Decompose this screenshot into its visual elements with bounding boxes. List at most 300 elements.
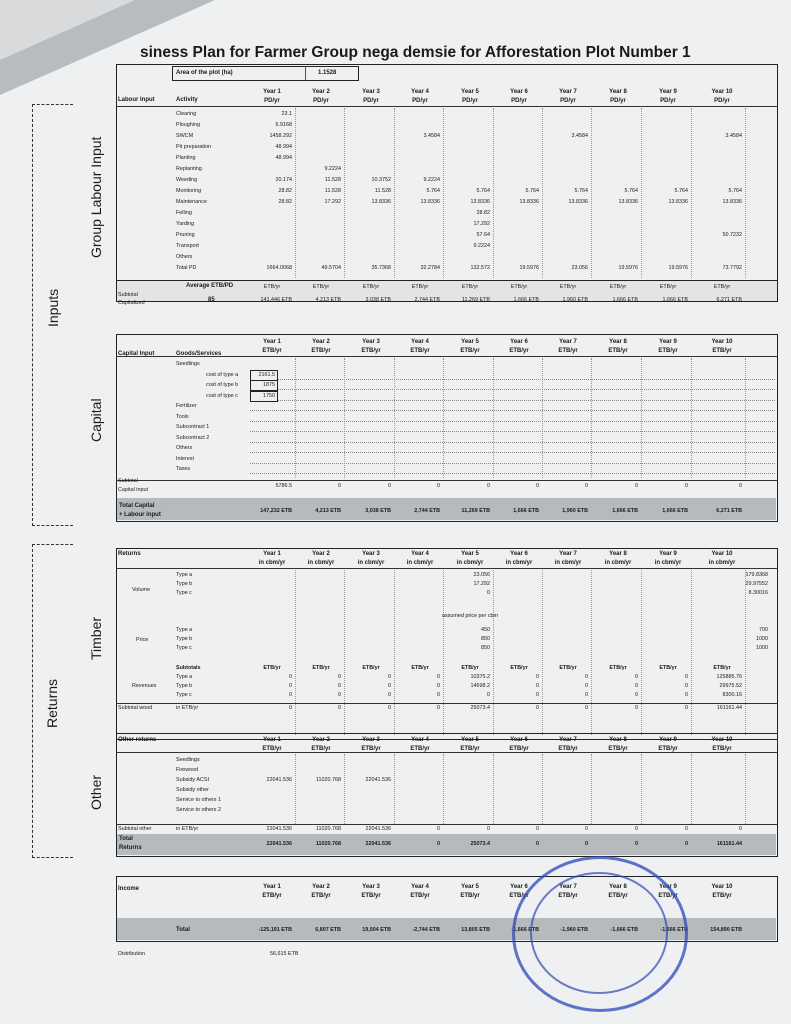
labour-activity-0: Clearing	[176, 111, 197, 117]
capital-total-y9: 1,666 ETB	[662, 508, 688, 514]
avg-etb-value: 85	[208, 297, 215, 303]
labour-activity-14: Total PD	[176, 265, 197, 271]
year-header-3: Year 3	[362, 737, 380, 743]
year-header-4: Year 4	[411, 884, 429, 890]
price-label: Price	[136, 637, 149, 643]
subtotal-other-y5: 0	[487, 826, 490, 832]
labour-value-7-y1: 28.82	[278, 188, 292, 194]
vol-y5-1: 17.292	[473, 581, 490, 587]
capital-item-2: cost of type b	[206, 382, 239, 388]
subtotal-wood-y6: 0	[536, 705, 539, 711]
year-header-5: Year 5	[461, 89, 479, 95]
income-label: Income	[118, 886, 140, 892]
income-total-y4: -2,744 ETB	[412, 927, 440, 933]
capital-subtotal-label: Subtotal	[118, 478, 138, 484]
subtotals-unit-y7: ETB/yr	[559, 665, 577, 671]
capital-total-y6: 1,666 ETB	[513, 508, 539, 514]
side-label-timber: Timber	[88, 616, 104, 660]
labour-value-4-y1: 48.994	[275, 155, 292, 161]
revenue-0-y9: 0	[685, 674, 688, 680]
labour-value-14-y9: 19.5976	[668, 265, 688, 271]
other-item-0: Seedlings	[176, 757, 200, 763]
labour-value-2-y1: 1458.292	[269, 133, 292, 139]
revenue-2-y8: 0	[635, 692, 638, 698]
vol-y10-1: 29.97552	[745, 581, 768, 587]
capital-subtotal-y1: 5786.5	[275, 483, 292, 489]
labour-value-2-y7: 3.4584	[571, 133, 588, 139]
avg-unit-y2: ETB/yr	[312, 284, 330, 290]
labour-value-8-y6: 13.8336	[519, 199, 539, 205]
labour-value-11-y5: 57.64	[476, 232, 490, 238]
year-header-1: Year 1	[263, 89, 281, 95]
revenue-0-y7: 0	[585, 674, 588, 680]
price-y10-2: 1000	[756, 645, 768, 651]
income-total-label: Total	[176, 927, 190, 933]
subtotal-wood-y5: 25073.4	[470, 705, 490, 711]
revenue-1-y2: 0	[338, 683, 341, 689]
labour-value-14-y1: 1664.0068	[266, 265, 292, 271]
avg-unit-y5: ETB/yr	[461, 284, 479, 290]
capital-item-7: Subcontract 2	[176, 434, 210, 441]
year-header-3: Year 3	[362, 884, 380, 890]
labour-subtotal-y8: 1,666 ETB	[612, 297, 638, 303]
subtotal-other-y3: 22041.536	[365, 826, 391, 832]
year-unit-6: ETB/yr	[509, 893, 529, 899]
year-header-4: Year 4	[411, 89, 429, 95]
distribution-value: 56,615 ETB	[270, 951, 299, 957]
labour-subtotal-y7: 1,960 ETB	[562, 297, 588, 303]
subtotals-unit-y4: ETB/yr	[411, 665, 429, 671]
income-total-y3: 19,004 ETB	[362, 927, 391, 933]
year-unit-1: ETB/yr	[262, 348, 282, 354]
labour-subtotal-y4: 2,744 ETB	[414, 297, 440, 303]
year-unit-3: PD/yr	[363, 98, 379, 104]
capital-item-3: cost of type c	[206, 392, 238, 399]
seed-cost-2: 1750	[263, 392, 275, 399]
capital-table	[116, 334, 778, 522]
labour-value-14-y2: 49.5704	[321, 265, 341, 271]
revenue-0-y8: 0	[635, 674, 638, 680]
other-item-4: Service to others 1	[176, 797, 221, 803]
side-label-inputs: Inputs	[45, 288, 61, 327]
year-unit-8: ETB/yr	[608, 893, 628, 899]
year-header-1: Year 1	[263, 339, 281, 345]
avg-unit-y7: ETB/yr	[559, 284, 577, 290]
capital-total-y1: 147,232 ETB	[260, 508, 292, 514]
year-unit-10: ETB/yr	[712, 893, 732, 899]
year-header-2: Year 2	[312, 551, 330, 557]
labour-activity-9: Felling	[176, 210, 192, 216]
labour-activity-5: Replanting	[176, 166, 202, 172]
year-header-2: Year 2	[312, 884, 330, 890]
area-value: 1.1528	[318, 70, 337, 76]
other-item-2: Subsidy ACSI	[176, 777, 209, 783]
labour-value-1-y1: 6.9168	[275, 122, 292, 128]
price-y10-1: 1000	[756, 636, 768, 642]
labour-value-9-y5: 28.82	[476, 210, 490, 216]
capital-input-sub-label: Capital input	[118, 487, 148, 493]
revenue-1-y7: 0	[585, 683, 588, 689]
labour-value-7-y10: 5.764	[728, 188, 742, 194]
year-header-10: Year 10	[711, 737, 733, 743]
year-unit-3: ETB/yr	[361, 746, 381, 752]
labour-subtotal-y2: 4,213 ETB	[315, 297, 341, 303]
labour-value-8-y1: 28.82	[278, 199, 292, 205]
total-returns-y10: 161161.44	[716, 841, 742, 847]
vol-y5-2: 0	[487, 590, 490, 596]
revenue-2-y7: 0	[585, 692, 588, 698]
year-header-10: Year 10	[711, 551, 733, 557]
price-y5-2: 850	[481, 645, 490, 651]
subtotal-wood-y1: 0	[289, 705, 292, 711]
side-label-other: Other	[88, 774, 104, 810]
capital-subtotal-y2: 0	[338, 483, 341, 489]
labour-value-8-y9: 13.8336	[668, 199, 688, 205]
other-item-3: Subsidy other	[176, 787, 209, 793]
total-returns-y3: 22041.536	[365, 841, 391, 847]
labour-value-6-y2: 11.528	[324, 177, 341, 183]
capital-subtotal-y9: 0	[685, 483, 688, 489]
labour-value-2-y4: 3.4584	[423, 133, 440, 139]
capital-subtotal-y5: 0	[487, 483, 490, 489]
avg-unit-y8: ETB/yr	[609, 284, 627, 290]
year-header-1: Year 1	[263, 551, 281, 557]
capital-item-4: Fertilizer	[176, 403, 197, 409]
year-header-8: Year 8	[609, 89, 627, 95]
subtotal-wood-y10: 161161.44	[716, 705, 742, 711]
labour-activity-1: Ploughing	[176, 122, 200, 128]
income-total-y5: 13,805 ETB	[461, 927, 490, 933]
total-capital-label2: + Labour input	[119, 512, 161, 518]
year-unit-9: in cbm/yr	[654, 560, 682, 566]
year-unit-4: in cbm/yr	[406, 560, 434, 566]
year-unit-2: PD/yr	[313, 98, 329, 104]
labour-activity-13: Others	[176, 254, 193, 260]
year-header-3: Year 3	[362, 339, 380, 345]
capital-item-10: Taxes	[176, 466, 191, 472]
revenue-0-y2: 0	[338, 674, 341, 680]
capital-subtotal-y8: 0	[635, 483, 638, 489]
labour-value-5-y2: 9.2224	[324, 166, 341, 172]
year-header-4: Year 4	[411, 737, 429, 743]
assumed-price-label: assumed price per cbm	[441, 613, 499, 619]
subsidy-y2: 11020.768	[315, 777, 341, 783]
revenue-1-y8: 0	[635, 683, 638, 689]
official-stamp-inner	[530, 872, 668, 994]
other-returns-label: Other returns	[118, 737, 157, 743]
subtotal-wood-y8: 0	[635, 705, 638, 711]
year-unit-6: PD/yr	[511, 98, 527, 104]
total-returns-y1: 22041.536	[266, 841, 292, 847]
revenue-1-y4: 0	[437, 683, 440, 689]
rev-type-2: Type c	[176, 692, 192, 698]
total-returns-y7: 0	[585, 841, 588, 847]
seed-cost-1: 1875	[263, 382, 275, 388]
year-unit-6: ETB/yr	[509, 746, 529, 752]
subtotal-wood-y2: 0	[338, 705, 341, 711]
labour-value-14-y10: 73.7792	[722, 265, 742, 271]
subtotals-unit-y10: ETB/yr	[713, 665, 731, 671]
revenue-2-y2: 0	[338, 692, 341, 698]
capital-item-9: Interest	[176, 455, 194, 462]
capital-total-y5: 11,269 ETB	[461, 508, 490, 514]
labour-activity-11: Pruning	[176, 232, 195, 238]
subtotal-other-y10: 0	[739, 826, 742, 832]
revenue-2-y1: 0	[289, 692, 292, 698]
year-header-7: Year 7	[559, 89, 577, 95]
total-returns-y4: 0	[437, 841, 440, 847]
total-returns-y6: 0	[536, 841, 539, 847]
revenue-0-y3: 0	[388, 674, 391, 680]
vol-y10-2: 8.30016	[748, 590, 768, 596]
subtotals-unit-y8: ETB/yr	[609, 665, 627, 671]
side-label-group-labour: Group Labour Input	[88, 136, 104, 258]
labour-activity-6: Weeding	[176, 177, 198, 183]
labour-value-3-y1: 48.994	[275, 144, 292, 150]
year-unit-8: PD/yr	[610, 98, 626, 104]
labour-activity-12: Transport	[176, 243, 199, 249]
year-unit-9: PD/yr	[660, 98, 676, 104]
subtotals-label: Subtotals	[176, 665, 201, 671]
total-returns-y5: 25073.4	[470, 841, 490, 847]
labour-value-14-y5: 132.572	[470, 265, 490, 271]
volume-type-1: Type b	[176, 581, 193, 587]
labour-subtotal-y9: 1,666 ETB	[662, 297, 688, 303]
price-type-1: Type b	[176, 636, 193, 642]
year-unit-6: in cbm/yr	[505, 560, 533, 566]
year-header-6: Year 6	[510, 89, 528, 95]
labour-subtotal-y10: 6,271 ETB	[716, 297, 742, 303]
subtotal-other-y8: 0	[635, 826, 638, 832]
total-returns-y8: 0	[635, 841, 638, 847]
labour-activity-10: Yarding	[176, 221, 195, 227]
year-unit-5: PD/yr	[462, 98, 478, 104]
year-header-5: Year 5	[461, 339, 479, 345]
year-unit-8: in cbm/yr	[604, 560, 632, 566]
year-unit-5: ETB/yr	[460, 746, 480, 752]
year-unit-9: ETB/yr	[658, 348, 678, 354]
price-type-2: Type c	[176, 645, 192, 651]
income-total-y2: 6,807 ETB	[315, 927, 341, 933]
subtotal-wood-y9: 0	[685, 705, 688, 711]
year-header-7: Year 7	[559, 737, 577, 743]
year-unit-7: ETB/yr	[558, 893, 578, 899]
year-header-9: Year 9	[659, 551, 677, 557]
subtotal-other-y2: 11020.768	[315, 826, 341, 832]
revenue-1-y6: 0	[536, 683, 539, 689]
year-unit-4: ETB/yr	[410, 348, 430, 354]
labour-activity-2: SWCM	[176, 133, 194, 139]
labour-input-label: Labour Input	[118, 97, 155, 103]
subtotal-other-y4: 0	[437, 826, 440, 832]
year-unit-5: in cbm/yr	[456, 560, 484, 566]
revenue-2-y4: 0	[437, 692, 440, 698]
capital-total-y2: 4,213 ETB	[315, 508, 341, 514]
subtotal-other-label: Subtotal other	[118, 826, 152, 832]
labour-value-7-y6: 5.764	[525, 188, 539, 194]
year-unit-2: ETB/yr	[311, 893, 331, 899]
labour-value-14-y7: 23.056	[571, 265, 588, 271]
subtotal-wood-y3: 0	[388, 705, 391, 711]
other-item-1: Firewood	[176, 767, 199, 773]
area-label: Area of the plot (ha)	[176, 70, 233, 76]
revenues-label: Revenues	[132, 683, 157, 689]
year-header-1: Year 1	[263, 884, 281, 890]
year-unit-7: ETB/yr	[558, 348, 578, 354]
goods-label: Goods/Services	[176, 351, 222, 357]
year-unit-10: in cbm/yr	[708, 560, 736, 566]
income-total-y1: -125,191 ETB	[258, 927, 292, 933]
revenue-2-y5: 0	[487, 692, 490, 698]
labour-value-2-y10: 3.4584	[725, 133, 742, 139]
volume-type-0: Type a	[176, 572, 193, 578]
year-header-9: Year 9	[659, 89, 677, 95]
labour-value-8-y2: 17.292	[324, 199, 341, 205]
labour-value-7-y2: 11.528	[324, 188, 341, 194]
capital-total-y8: 1,666 ETB	[612, 508, 638, 514]
year-unit-1: PD/yr	[264, 98, 280, 104]
revenue-0-y4: 0	[437, 674, 440, 680]
labour-value-11-y10: 50.7232	[722, 232, 742, 238]
year-header-10: Year 10	[711, 89, 733, 95]
capital-subtotal-y10: 0	[739, 483, 742, 489]
labour-value-14-y4: 32.2784	[420, 265, 440, 271]
activity-label: Activity	[176, 97, 198, 103]
subtotals-unit-y6: ETB/yr	[510, 665, 528, 671]
capital-total-y7: 1,960 ETB	[562, 508, 588, 514]
labour-activity-8: Maintenance	[176, 199, 207, 205]
labour-activity-4: Planting	[176, 155, 196, 161]
year-unit-3: ETB/yr	[361, 348, 381, 354]
capital-item-5: Tools	[176, 413, 189, 420]
subtotal-wood-unit: in ETB/yr	[176, 705, 199, 711]
seed-cost-0: 2161.5	[258, 371, 275, 378]
revenue-1-y5: 14698.2	[470, 683, 490, 689]
volume-type-2: Type c	[176, 590, 192, 596]
labour-subtotal-y1: 141,446 ETB	[260, 297, 292, 303]
year-unit-2: in cbm/yr	[307, 560, 335, 566]
year-header-8: Year 8	[609, 884, 627, 890]
rev-type-1: Type b	[176, 683, 193, 689]
subtotal-other-y9: 0	[685, 826, 688, 832]
price-y10-0: 700	[759, 627, 768, 633]
capital-item-1: cost of type a	[206, 371, 239, 378]
year-unit-2: ETB/yr	[311, 348, 331, 354]
revenue-0-y6: 0	[536, 674, 539, 680]
labour-subtotal-y6: 1,666 ETB	[513, 297, 539, 303]
subtotal-other-y1: 22041.536	[266, 826, 292, 832]
labour-activity-7: Monitoring	[176, 188, 202, 194]
year-unit-7: PD/yr	[560, 98, 576, 104]
year-header-2: Year 2	[312, 339, 330, 345]
year-header-10: Year 10	[711, 884, 733, 890]
labour-value-8-y10: 13.8336	[722, 199, 742, 205]
year-header-6: Year 6	[510, 551, 528, 557]
capital-input-label: Capital Input	[118, 351, 155, 357]
subtotal-labour-label: Subtotal	[118, 292, 138, 298]
revenue-1-y10: 29975.52	[719, 683, 742, 689]
labour-value-14-y6: 19.5976	[519, 265, 539, 271]
vol-y5-0: 23.056	[473, 572, 490, 578]
labour-subtotal-y3: 3,038 ETB	[365, 297, 391, 303]
rev-type-0: Type a	[176, 674, 193, 680]
labour-value-6-y4: 9.2224	[423, 177, 440, 183]
year-header-9: Year 9	[659, 884, 677, 890]
subtotal-other-unit: in ETB/yr	[176, 826, 199, 832]
subtotal-wood-label: Subtotal wood	[118, 705, 153, 711]
income-total-y10: 154,890 ETB	[710, 927, 742, 933]
year-header-10: Year 10	[711, 339, 733, 345]
revenue-1-y9: 0	[685, 683, 688, 689]
returns-label: Returns	[118, 551, 141, 557]
income-total-y6: -1,666 ETB	[511, 927, 539, 933]
total-returns-label2: Returns	[119, 845, 142, 851]
capitalized-label: Capitalized	[118, 300, 145, 306]
labour-value-8-y7: 13.8336	[568, 199, 588, 205]
subtotal-other-y6: 0	[536, 826, 539, 832]
revenue-1-y3: 0	[388, 683, 391, 689]
year-unit-9: ETB/yr	[658, 746, 678, 752]
avg-unit-y9: ETB/yr	[659, 284, 677, 290]
year-header-4: Year 4	[411, 551, 429, 557]
income-total-y9: -1,666 ETB	[660, 927, 688, 933]
labour-value-7-y7: 5.764	[574, 188, 588, 194]
year-unit-7: in cbm/yr	[554, 560, 582, 566]
labour-value-0-y1: 23.1	[281, 111, 292, 117]
labour-value-8-y8: 13.8336	[618, 199, 638, 205]
price-type-0: Type a	[176, 627, 193, 633]
labour-value-7-y9: 5.764	[674, 188, 688, 194]
year-header-6: Year 6	[510, 339, 528, 345]
total-capital-label: Total Capital	[119, 503, 155, 509]
capital-subtotal-y3: 0	[388, 483, 391, 489]
year-header-6: Year 6	[510, 884, 528, 890]
year-unit-1: ETB/yr	[262, 746, 282, 752]
labour-value-6-y3: 10.3752	[371, 177, 391, 183]
avg-unit-y1: ETB/yr	[263, 284, 281, 290]
subtotals-unit-y1: ETB/yr	[263, 665, 281, 671]
capital-item-0: Seedlings	[176, 361, 200, 367]
page-title: siness Plan for Farmer Group nega demsie for Afforestation Plot Number 1	[140, 44, 691, 61]
year-unit-5: ETB/yr	[460, 893, 480, 899]
subtotals-unit-y5: ETB/yr	[461, 665, 479, 671]
side-label-capital: Capital	[88, 398, 104, 442]
revenue-2-y9: 0	[685, 692, 688, 698]
year-unit-2: ETB/yr	[311, 746, 331, 752]
subtotals-unit-y9: ETB/yr	[659, 665, 677, 671]
year-header-8: Year 8	[609, 737, 627, 743]
subtotals-unit-y3: ETB/yr	[362, 665, 380, 671]
total-returns-label: Total	[119, 836, 133, 842]
avg-unit-y6: ETB/yr	[510, 284, 528, 290]
revenue-2-y10: 8300.16	[722, 692, 742, 698]
year-unit-4: ETB/yr	[410, 746, 430, 752]
year-header-3: Year 3	[362, 551, 380, 557]
labour-value-12-y5: 9.2224	[473, 243, 490, 249]
year-header-9: Year 9	[659, 339, 677, 345]
year-header-2: Year 2	[312, 89, 330, 95]
revenue-0-y5: 10375.2	[470, 674, 490, 680]
capital-item-8: Others	[176, 445, 193, 451]
year-header-6: Year 6	[510, 737, 528, 743]
distribution-label: Distribution	[118, 951, 145, 957]
capital-total-y4: 2,744 ETB	[414, 508, 440, 514]
labour-value-7-y8: 5.764	[624, 188, 638, 194]
year-unit-7: ETB/yr	[558, 746, 578, 752]
avg-etb-label: Average ETB/PD	[186, 283, 234, 289]
capital-total-y3: 3,038 ETB	[365, 508, 391, 514]
year-unit-4: PD/yr	[412, 98, 428, 104]
